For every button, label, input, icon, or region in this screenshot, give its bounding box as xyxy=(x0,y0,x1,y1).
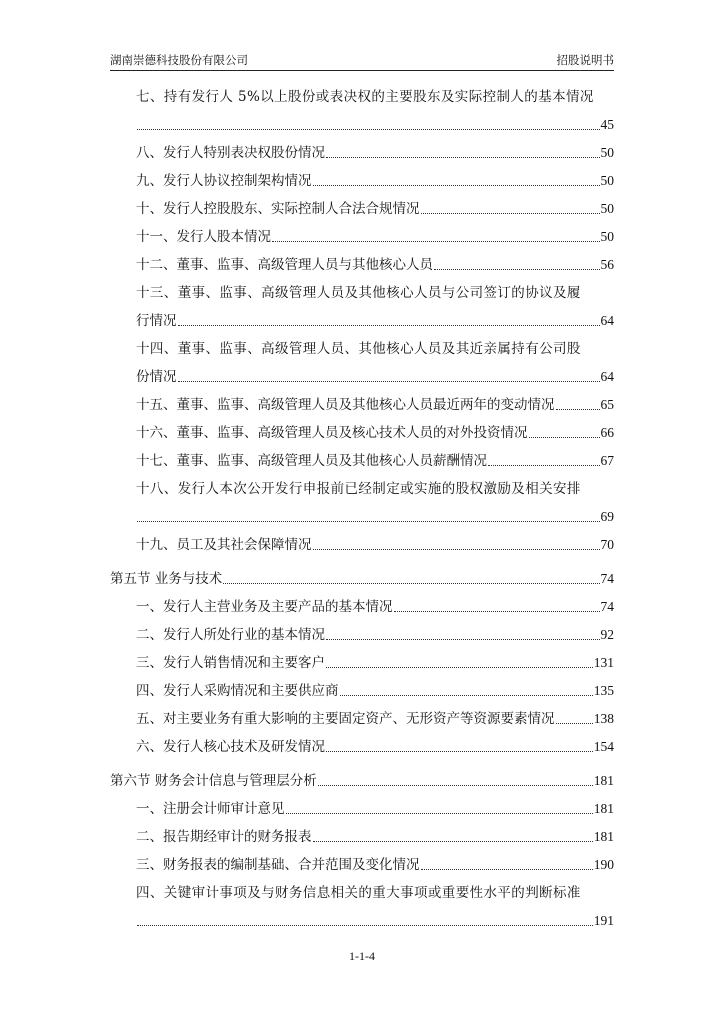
toc-entry-13[interactable]: 十三、董事、监事、高级管理人员及其他核心人员与公司签订的协议及履 xyxy=(136,285,581,301)
toc-entry-11[interactable]: 十一、发行人股本情况 50 xyxy=(136,229,614,245)
toc-entry-10[interactable]: 十、发行人控股股东、实际控制人合法合规情况 50 xyxy=(136,201,614,217)
toc-entry-9[interactable]: 九、发行人协议控制架构情况 50 xyxy=(136,173,614,189)
toc-entry-6-4-cont[interactable]: 191 xyxy=(136,910,614,930)
toc-entry-5-4[interactable]: 四、发行人采购情况和主要供应商 135 xyxy=(136,683,614,699)
header-company: 湖南崇德科技股份有限公司 xyxy=(110,53,248,67)
toc-section-6[interactable]: 第六节 财务会计信息与管理层分析 181 xyxy=(110,773,614,789)
toc-entry-8[interactable]: 八、发行人特别表决权股份情况 50 xyxy=(136,145,614,161)
toc-entry-18[interactable]: 十八、发行人本次公开发行申报前已经制定或实施的股权激励及相关安排 xyxy=(136,481,581,497)
toc-entry-5-1[interactable]: 一、发行人主营业务及主要产品的基本情况 74 xyxy=(136,599,614,615)
toc-entry-15[interactable]: 十五、董事、监事、高级管理人员及其他核心人员最近两年的变动情况 65 xyxy=(136,397,614,413)
toc-entry-6-3[interactable]: 三、财务报表的编制基础、合并范围及变化情况 190 xyxy=(136,857,614,873)
toc-entry-14[interactable]: 十四、董事、监事、高级管理人员、其他核心人员及其近亲属持有公司股 xyxy=(136,341,581,357)
toc-entry-5-5[interactable]: 五、对主要业务有重大影响的主要固定资产、无形资产等资源要素情况 138 xyxy=(136,711,614,727)
toc-entry-7[interactable]: 七、持有发行人 5%以上股份或表决权的主要股东及实际控制人的基本情况 xyxy=(136,89,594,105)
toc-entry-17[interactable]: 十七、董事、监事、高级管理人员及其他核心人员薪酬情况 67 xyxy=(136,453,614,469)
page-header xyxy=(110,52,614,71)
toc-entry-7-cont[interactable]: 45 xyxy=(136,114,614,134)
toc-section-5[interactable]: 第五节 业务与技术 74 xyxy=(110,571,614,587)
header-doc-type: 招股说明书 xyxy=(556,53,614,67)
toc-entry-16[interactable]: 十六、董事、监事、高级管理人员及核心技术人员的对外投资情况 66 xyxy=(136,425,614,441)
toc-entry-13-cont[interactable]: 行情况 64 xyxy=(136,313,614,329)
toc-entry-6-2[interactable]: 二、报告期经审计的财务报表 181 xyxy=(136,829,614,845)
toc-entry-6-1[interactable]: 一、注册会计师审计意见 181 xyxy=(136,801,614,817)
toc-entry-18-cont[interactable]: 69 xyxy=(136,506,614,526)
toc-entry-5-2[interactable]: 二、发行人所处行业的基本情况 92 xyxy=(136,627,614,643)
page-number: 1-1-4 xyxy=(349,949,375,963)
toc-entry-19[interactable]: 十九、员工及其社会保障情况 70 xyxy=(136,537,614,553)
toc-entry-14-cont[interactable]: 份情况 64 xyxy=(136,369,614,385)
toc-entry-6-4[interactable]: 四、关键审计事项及与财务信息相关的重大事项或重要性水平的判断标准 xyxy=(136,885,581,901)
toc-entry-12[interactable]: 十二、董事、监事、高级管理人员与其他核心人员 56 xyxy=(136,257,614,273)
toc-entry-5-3[interactable]: 三、发行人销售情况和主要客户 131 xyxy=(136,655,614,671)
toc-entry-5-6[interactable]: 六、发行人核心技术及研发情况 154 xyxy=(136,739,614,755)
